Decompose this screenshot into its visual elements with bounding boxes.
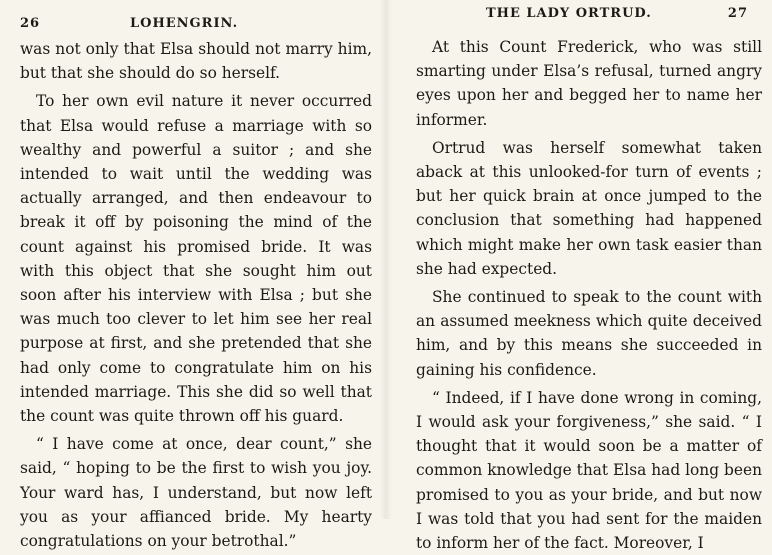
left-page <box>0 0 386 551</box>
right-paragraph-4: “ Indeed, if I have done wrong in coming, I would ask your forgiveness,” she said. “ I thought that it would soon be a matter of common knowledge that Elsa had long been promised to you as your bride, and but now I was told that you had sent for the maiden to inform her of the fact. Moreover, I <box>416 388 762 553</box>
right-page-number: 27 <box>727 6 748 21</box>
left-paragraph-1: was not only that Elsa should not marry him, but that she should do so herself. <box>20 40 372 83</box>
right-paragraph-3: She continued to speak to the count with an assumed meekness which quite deceived him, and by this means she succeeded in gaining his confidence. <box>416 288 762 379</box>
right-page <box>386 0 772 553</box>
right-running-head <box>416 4 762 26</box>
right-paragraph-1: At this Count Frederick, who was still smarting under Elsa’s refusal, turned angry eyes upon her and begged her to name her informer. <box>416 38 762 129</box>
left-page-number: 26 <box>20 16 41 31</box>
left-paragraph-3: “ I have come at once, dear count,” she said, “ hoping to be the first to wish you joy. Your ward has, I understand, but now left you as your affianced bride. My hearty congratulations on your betrothal.” <box>20 435 372 551</box>
left-running-title: LOHENGRIN. <box>130 16 239 31</box>
left-paragraph-2: To her own evil nature it never occurred that Elsa would refuse a marriage with so wealthy and powerful a suitor ; and she intended to wait until the wedding was actually arranged, and then endeavour to break it off by poisoning the mind of the count against his promised bride. It was with this object that she sought him out soon after his interview with Elsa ; but she was much too clever to let him see her real purpose at first, and she pretended that she had only come to congratulate him on his intended marriage. This she did so well that the count was quite thrown off his guard. <box>20 92 372 426</box>
right-running-title: THE LADY ORTRUD. <box>486 6 652 21</box>
right-body-text <box>416 35 762 555</box>
left-body-text <box>20 37 372 553</box>
right-paragraph-2: Ortrud was herself somewhat taken aback at this unlooked-for turn of events ; but her quick brain at once jumped to the conclusion that something had happened which might make her own task easier than she had expected. <box>416 138 762 278</box>
left-running-head <box>20 12 372 34</box>
